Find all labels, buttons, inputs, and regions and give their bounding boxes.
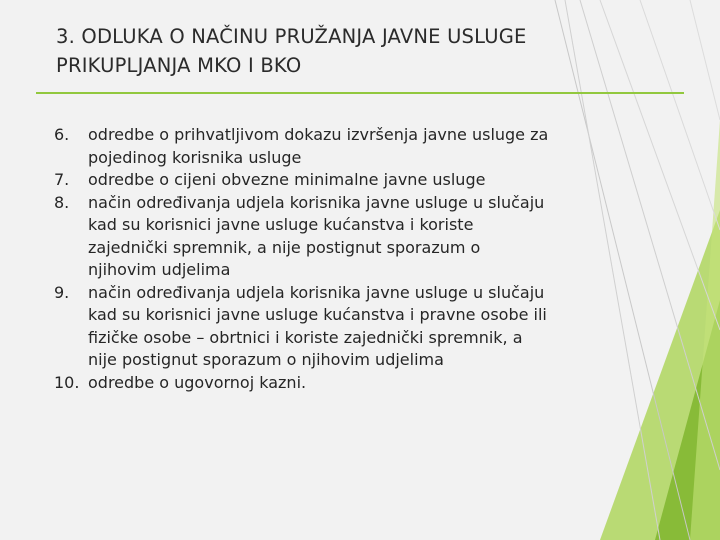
slide-title-line-2: PRIKUPLJANJA MKO I BKO [56,54,302,77]
list-item-line: način određivanja udjela korisnika javne usluge u slučaju [88,192,545,212]
list-item-line: kad su korisnici javne usluge kućanstva i koriste [88,215,474,234]
list-item [54,192,634,282]
list-item-number: 8. [54,192,70,212]
green-corner-triangle-light [690,120,720,540]
list-item-line: kad su korisnici javne usluge kućanstva i pravne osobe ili [88,305,547,324]
list-item [54,124,634,169]
list-item-line: pojedinog korisnika usluge [88,147,302,167]
slide-title [56,22,656,80]
list-item-text [88,192,544,282]
list-item [54,282,634,372]
slide-title-line-1: 3. ODLUKA O NAČINU PRUŽANJA JAVNE USLUGE [56,25,527,48]
list-item-line: odredbe o cijeni obvezne minimalne javne usluge [88,170,486,189]
list-item-text [88,372,306,395]
list-item-line: odredbe o ugovornoj kazni. [88,372,307,392]
list-item-line: zajednički spremnik, a nije postignut sporazum o [88,237,481,257]
title-underline [36,92,684,94]
numbered-list [54,124,634,394]
list-item-line: fizičke osobe – obrtnici i koriste zajednički spremnik, a [88,327,523,347]
list-item [54,169,634,192]
list-item-line: nije postignut sporazum o njihovim udjelima [88,350,444,369]
list-item-line: odredbe o prihvatljivom dokazu izvršenja javne usluge za [88,125,549,144]
list-item-line: način određivanja udjela korisnika javne usluge u slučaju [88,282,545,302]
green-corner-triangle-dark [655,300,720,540]
list-item-line: njihovim udjelima [88,260,231,279]
list-item-number: 6. [54,125,70,144]
list-item-number: 10. [54,372,80,392]
list-item [54,372,634,395]
list-item-text [88,282,547,372]
list-item-number: 9. [54,282,70,302]
list-item-text [88,169,485,192]
list-item-number: 7. [54,170,70,189]
list-item-text [88,124,548,169]
decorative-line-6 [690,0,720,120]
